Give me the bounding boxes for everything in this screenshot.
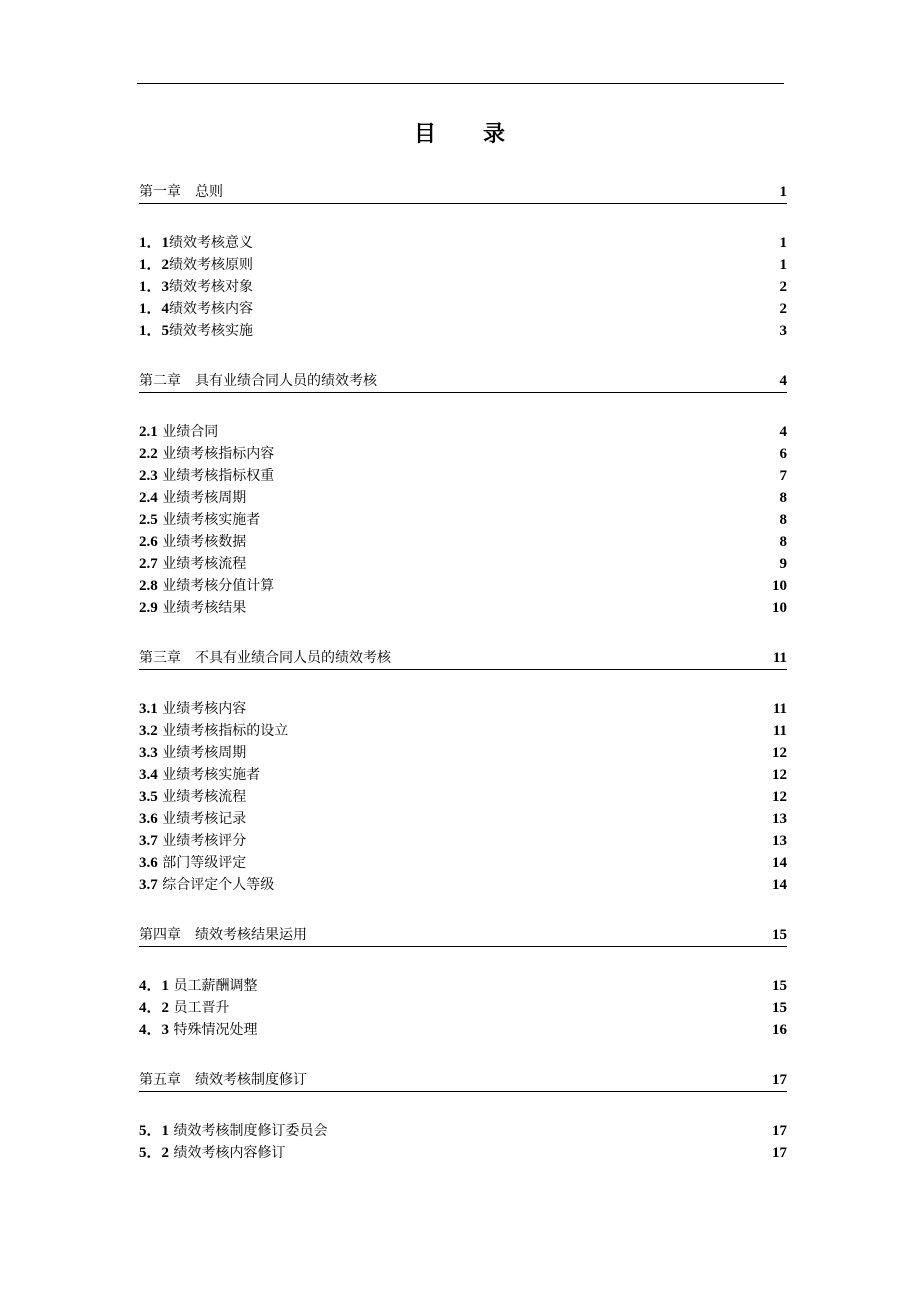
section-label: 业绩考核指标权重: [162, 468, 275, 484]
section-page: 16: [772, 1022, 787, 1038]
section-number: 2.8: [139, 578, 158, 594]
toc-entry[interactable]: [139, 742, 787, 764]
section-label: 绩效考核对象: [169, 279, 254, 295]
section-page: 10: [772, 600, 787, 616]
toc-entry[interactable]: [139, 553, 787, 575]
section-page: 10: [772, 578, 787, 594]
section-number: 2.7: [139, 556, 158, 572]
section-label: 业绩考核内容: [162, 701, 247, 717]
toc-entry[interactable]: [139, 874, 787, 896]
section-page: 13: [772, 833, 787, 849]
section-label: 业绩考核记录: [162, 811, 247, 827]
toc-chapter-4[interactable]: [139, 924, 787, 947]
section-page: 12: [772, 767, 787, 783]
section-page: 15: [772, 978, 787, 994]
chapter-label: 第一章 总则: [139, 184, 223, 200]
toc-chapter-3[interactable]: [139, 647, 787, 670]
section-number: 4．2: [139, 1000, 170, 1016]
section-number: 1．3: [139, 279, 170, 295]
section-label: 业绩考核周期: [162, 490, 247, 506]
section-label: 业绩考核实施者: [162, 512, 261, 528]
section-number: 3.2: [139, 723, 158, 739]
section-label: 业绩考核分值计算: [162, 578, 275, 594]
toc-entry[interactable]: [139, 487, 787, 509]
section-page: 11: [772, 723, 787, 739]
section-number: 3.7: [139, 877, 158, 893]
toc-chapter-1-sections: [139, 232, 787, 342]
toc-entry[interactable]: [139, 509, 787, 531]
section-number: 3.5: [139, 789, 158, 805]
section-label: 绩效考核原则: [169, 257, 254, 273]
section-number: 2.9: [139, 600, 158, 616]
section-label: 业绩合同: [162, 424, 219, 440]
section-page: 12: [772, 789, 787, 805]
section-label: 业绩考核流程: [162, 789, 247, 805]
chapter-label: 第五章 绩效考核制度修订: [139, 1072, 307, 1088]
toc-entry[interactable]: [139, 997, 787, 1019]
toc-entry[interactable]: [139, 1120, 787, 1142]
toc-entry[interactable]: [139, 320, 787, 342]
table-of-contents: [139, 181, 787, 1192]
toc-entry[interactable]: [139, 830, 787, 852]
section-page: 14: [772, 877, 787, 893]
chapter-page: 11: [772, 650, 787, 666]
toc-chapter-2[interactable]: [139, 370, 787, 393]
toc-chapter-5[interactable]: [139, 1069, 787, 1092]
section-page: 11: [772, 701, 787, 717]
toc-entry[interactable]: [139, 276, 787, 298]
section-number: 2.6: [139, 534, 158, 550]
section-number: 2.5: [139, 512, 158, 528]
section-number: 3.4: [139, 767, 158, 783]
toc-chapter-4-sections: [139, 975, 787, 1041]
section-number: 1．5: [139, 323, 170, 339]
section-page: 15: [772, 1000, 787, 1016]
section-label: 绩效考核内容修订: [173, 1145, 286, 1161]
section-number: 2.3: [139, 468, 158, 484]
section-page: 7: [779, 468, 787, 484]
chapter-label: 第二章 具有业绩合同人员的绩效考核: [139, 373, 377, 389]
section-number: 2.2: [139, 446, 158, 462]
section-label: 业绩考核流程: [162, 556, 247, 572]
section-page: 6: [779, 446, 787, 462]
toc-chapter-2-sections: [139, 421, 787, 619]
section-label: 部门等级评定: [162, 855, 247, 871]
section-label: 员工薪酬调整: [173, 978, 258, 994]
section-page: 13: [772, 811, 787, 827]
section-page: 17: [772, 1123, 787, 1139]
section-page: 2: [779, 279, 787, 295]
section-label: 员工晋升: [173, 1000, 230, 1016]
section-page: 14: [772, 855, 787, 871]
section-number: 1．2: [139, 257, 170, 273]
toc-entry[interactable]: [139, 698, 787, 720]
section-number: 5．2: [139, 1145, 170, 1161]
chapter-page: 15: [772, 927, 787, 943]
section-number: 1．4: [139, 301, 170, 317]
toc-entry[interactable]: [139, 764, 787, 786]
title-part-1: 目: [413, 121, 437, 147]
section-page: 12: [772, 745, 787, 761]
section-page: 2: [779, 301, 787, 317]
page-title: [0, 118, 920, 150]
toc-entry[interactable]: [139, 531, 787, 553]
section-label: 业绩考核指标的设立: [162, 723, 289, 739]
chapter-label: 第四章 绩效考核结果运用: [139, 927, 307, 943]
section-number: 2.1: [139, 424, 158, 440]
toc-entry[interactable]: [139, 786, 787, 808]
section-label: 业绩考核指标内容: [162, 446, 275, 462]
toc-entry[interactable]: [139, 808, 787, 830]
section-page: 8: [779, 534, 787, 550]
section-number: 2.4: [139, 490, 158, 506]
section-label: 绩效考核内容: [169, 301, 254, 317]
section-label: 绩效考核制度修订委员会: [173, 1123, 328, 1139]
section-number: 3.1: [139, 701, 158, 717]
section-page: 1: [779, 257, 787, 273]
header-rule: [137, 83, 784, 84]
toc-chapter-3-sections: [139, 698, 787, 896]
chapter-page: 17: [772, 1072, 787, 1088]
section-page: 1: [779, 235, 787, 251]
section-label: 绩效考核实施: [169, 323, 254, 339]
toc-entry[interactable]: [139, 232, 787, 254]
toc-entry[interactable]: [139, 575, 787, 597]
section-label: 特殊情况处理: [173, 1022, 258, 1038]
section-page: 3: [779, 323, 787, 339]
section-label: 业绩考核数据: [162, 534, 247, 550]
chapter-label: 第三章 不具有业绩合同人员的绩效考核: [139, 650, 391, 666]
toc-entry[interactable]: [139, 254, 787, 276]
section-label: 业绩考核评分: [162, 833, 247, 849]
section-number: 3.3: [139, 745, 158, 761]
section-number: 3.6: [139, 855, 158, 871]
section-page: 8: [779, 490, 787, 506]
toc-entry[interactable]: [139, 1019, 787, 1041]
toc-chapter-1[interactable]: [139, 181, 787, 204]
toc-entry[interactable]: [139, 443, 787, 465]
section-label: 业绩考核结果: [162, 600, 247, 616]
section-label: 业绩考核实施者: [162, 767, 261, 783]
section-number: 5．1: [139, 1123, 170, 1139]
section-number: 3.6: [139, 811, 158, 827]
chapter-page: 1: [779, 184, 787, 200]
toc-entry[interactable]: [139, 1142, 787, 1164]
toc-entry[interactable]: [139, 465, 787, 487]
toc-entry[interactable]: [139, 975, 787, 997]
section-label: 综合评定个人等级: [157, 877, 275, 893]
chapter-page: 4: [779, 373, 787, 389]
section-page: 17: [772, 1145, 787, 1161]
toc-chapter-5-sections: [139, 1120, 787, 1164]
toc-entry[interactable]: [139, 597, 787, 619]
section-page: 9: [779, 556, 787, 572]
section-number: 3.7: [139, 833, 158, 849]
title-part-2: 录: [483, 121, 507, 147]
toc-entry[interactable]: [139, 852, 787, 874]
section-number: 4．1: [139, 978, 170, 994]
section-number: 1．1: [139, 235, 170, 251]
toc-entry[interactable]: [139, 298, 787, 320]
section-page: 4: [779, 424, 787, 440]
toc-entry[interactable]: [139, 720, 787, 742]
section-label: 绩效考核意义: [169, 235, 254, 251]
section-label: 业绩考核周期: [162, 745, 247, 761]
section-page: 8: [779, 512, 787, 528]
toc-entry[interactable]: [139, 421, 787, 443]
section-number: 4．3: [139, 1022, 170, 1038]
